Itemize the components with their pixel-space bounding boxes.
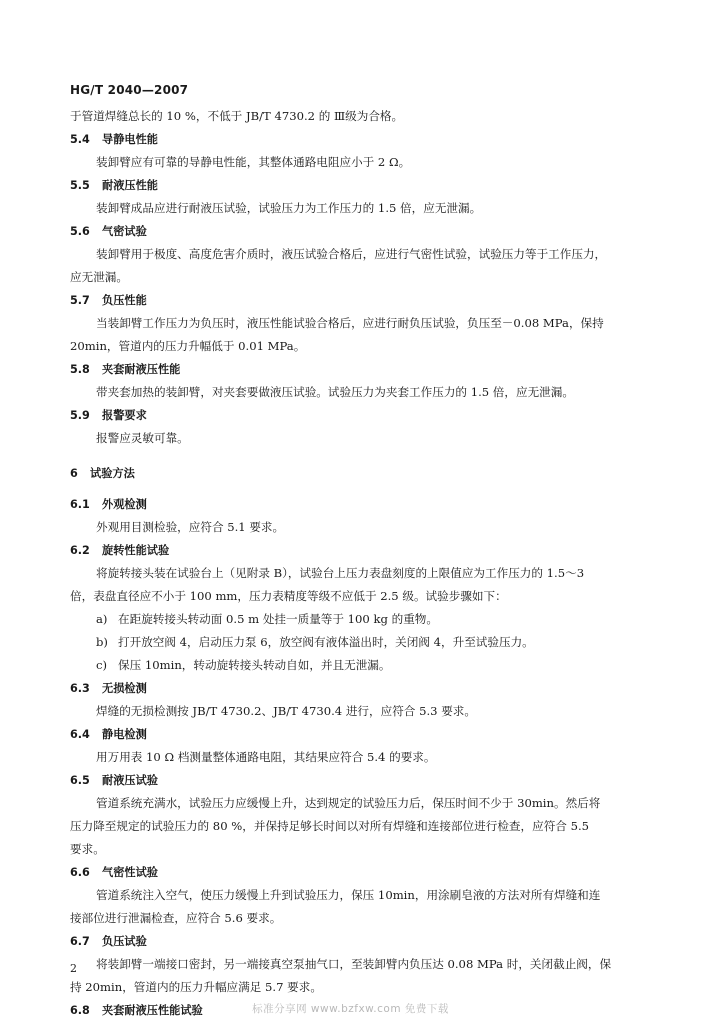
list-item-marker: b)	[96, 635, 108, 649]
section-heading	[70, 128, 648, 151]
list-item-text: 保压 10min，转动旋转接头转动自如，并且无泄漏。	[118, 658, 391, 672]
paragraph-continuation: 于管道焊缝总长的 10 %，不低于 JB/T 4730.2 的 Ⅲ级为合格。	[70, 109, 404, 123]
section-title: 报警要求	[102, 409, 147, 422]
section-title: 夹套耐液压性能试验	[102, 1004, 203, 1017]
list-item	[70, 654, 648, 677]
paragraph-line: 报警应灵敏可靠。	[96, 431, 189, 445]
section-title: 气密试验	[102, 225, 147, 238]
paragraph-line: 焊缝的无损检测按 JB/T 4730.2、JB/T 4730.4 进行，应符合 5.3 要求。	[96, 704, 476, 718]
section-title: 外观检测	[102, 498, 147, 511]
paragraph-continuation: 压力降至规定的试验压力的 80 %，并保持足够长时间以对所有焊缝和连接部位进行检查，应符合 5.5	[70, 819, 590, 833]
section-number: 6	[70, 467, 78, 480]
section-number: 6.3	[70, 682, 90, 695]
list-item	[70, 608, 648, 631]
paragraph-line: 将旋转接头装在试验台上（见附录 B），试验台上压力表盘刻度的上限值应为工作压力的 1.5～3	[96, 566, 585, 580]
chapter-heading	[70, 462, 648, 485]
paragraph-line: 带夹套加热的装卸臂，对夹套要做液压试验。试验压力为夹套工作压力的 1.5 倍，应无泄漏。	[96, 385, 574, 399]
section-title: 负压性能	[102, 294, 147, 307]
document-body	[70, 105, 648, 1022]
section-number: 6.1	[70, 498, 90, 511]
paragraph-continuation: 接部位进行泄漏检查，应符合 5.6 要求。	[70, 911, 282, 925]
section-heading	[70, 769, 648, 792]
section-heading	[70, 358, 648, 381]
section-title: 导静电性能	[102, 133, 158, 146]
section-heading	[70, 404, 648, 427]
standard-code-header: HG/T 2040—2007	[70, 83, 189, 97]
section-title: 静电检测	[102, 728, 147, 741]
section-heading	[70, 289, 648, 312]
section-number: 6.4	[70, 728, 90, 741]
section-title: 夹套耐液压性能	[102, 363, 181, 376]
paragraph-continuation: 20min，管道内的压力升幅低于 0.01 MPa。	[70, 339, 306, 353]
section-heading	[70, 930, 648, 953]
section-heading	[70, 220, 648, 243]
paragraph-continuation: 倍，表盘直径应不小于 100 mm，压力表精度等级不应低于 2.5 级。试验步骤如下：	[70, 589, 507, 603]
section-heading	[70, 723, 648, 746]
list-item-text: 在距旋转接头转动面 0.5 m 处挂一质量等于 100 kg 的重物。	[118, 612, 438, 626]
section-title: 负压试验	[102, 935, 147, 948]
section-heading	[70, 861, 648, 884]
section-heading	[70, 493, 648, 516]
paragraph-line: 将装卸臂一端接口密封，另一端接真空泵抽气口，至装卸臂内负压达 0.08 MPa 时，关闭截止阀，保	[96, 957, 612, 971]
paragraph-line: 装卸臂成品应进行耐液压试验，试验压力为工作压力的 1.5 倍，应无泄漏。	[96, 201, 482, 215]
section-number: 5.4	[70, 133, 90, 146]
paragraph-line: 装卸臂用于极度、高度危害介质时，液压试验合格后，应进行气密性试验，试验压力等于工作压力，	[96, 247, 607, 261]
section-number: 5.5	[70, 179, 90, 192]
section-title: 旋转性能试验	[102, 544, 170, 557]
paragraph-continuation: 持 20min，管道内的压力升幅应满足 5.7 要求。	[70, 980, 322, 994]
list-item-marker: c)	[96, 658, 108, 672]
page-number: 2	[70, 962, 77, 975]
paragraph-line: 外观用目测检验，应符合 5.1 要求。	[96, 520, 285, 534]
section-number: 5.6	[70, 225, 90, 238]
section-title: 耐液压试验	[102, 774, 158, 787]
section-number: 6.8	[70, 1004, 90, 1017]
section-title: 耐液压性能	[102, 179, 158, 192]
section-heading	[70, 539, 648, 562]
paragraph-line: 用万用表 10 Ω 档测量整体通路电阻，其结果应符合 5.4 的要求。	[96, 750, 436, 764]
section-number: 6.5	[70, 774, 90, 787]
list-item	[70, 631, 648, 654]
section-number: 5.9	[70, 409, 90, 422]
paragraph-line: 管道系统注入空气，使压力缓慢上升到试验压力，保压 10min，用涂刷皂液的方法对所有焊缝和连	[96, 888, 601, 902]
section-number: 6.7	[70, 935, 90, 948]
section-title: 无损检测	[102, 682, 147, 695]
paragraph-line: 装卸臂应有可靠的导静电性能，其整体通路电阻应小于 2 Ω。	[96, 155, 411, 169]
section-title: 试验方法	[90, 467, 135, 480]
section-number: 6.6	[70, 866, 90, 879]
paragraph-line: 当装卸臂工作压力为负压时，液压性能试验合格后，应进行耐负压试验，负压至－0.08 MPa，保持	[96, 316, 604, 330]
section-number: 5.7	[70, 294, 90, 307]
section-number: 6.2	[70, 544, 90, 557]
paragraph-line: 管道系统充满水，试验压力应缓慢上升，达到规定的试验压力后，保压时间不少于 30min。然后将	[96, 796, 601, 810]
section-number: 5.8	[70, 363, 90, 376]
section-heading	[70, 677, 648, 700]
section-title: 气密性试验	[102, 866, 158, 879]
paragraph-continuation: 要求。	[70, 842, 105, 856]
section-heading	[70, 174, 648, 197]
list-item-text: 打开放空阀 4，启动压力泵 6，放空阀有液体溢出时，关闭阀 4，升至试验压力。	[118, 635, 534, 649]
watermark-text: 标准分享网 www.bzfxw.com 免费下载	[252, 1003, 449, 1015]
list-item-marker: a)	[96, 612, 108, 626]
paragraph-continuation: 应无泄漏。	[70, 270, 128, 284]
